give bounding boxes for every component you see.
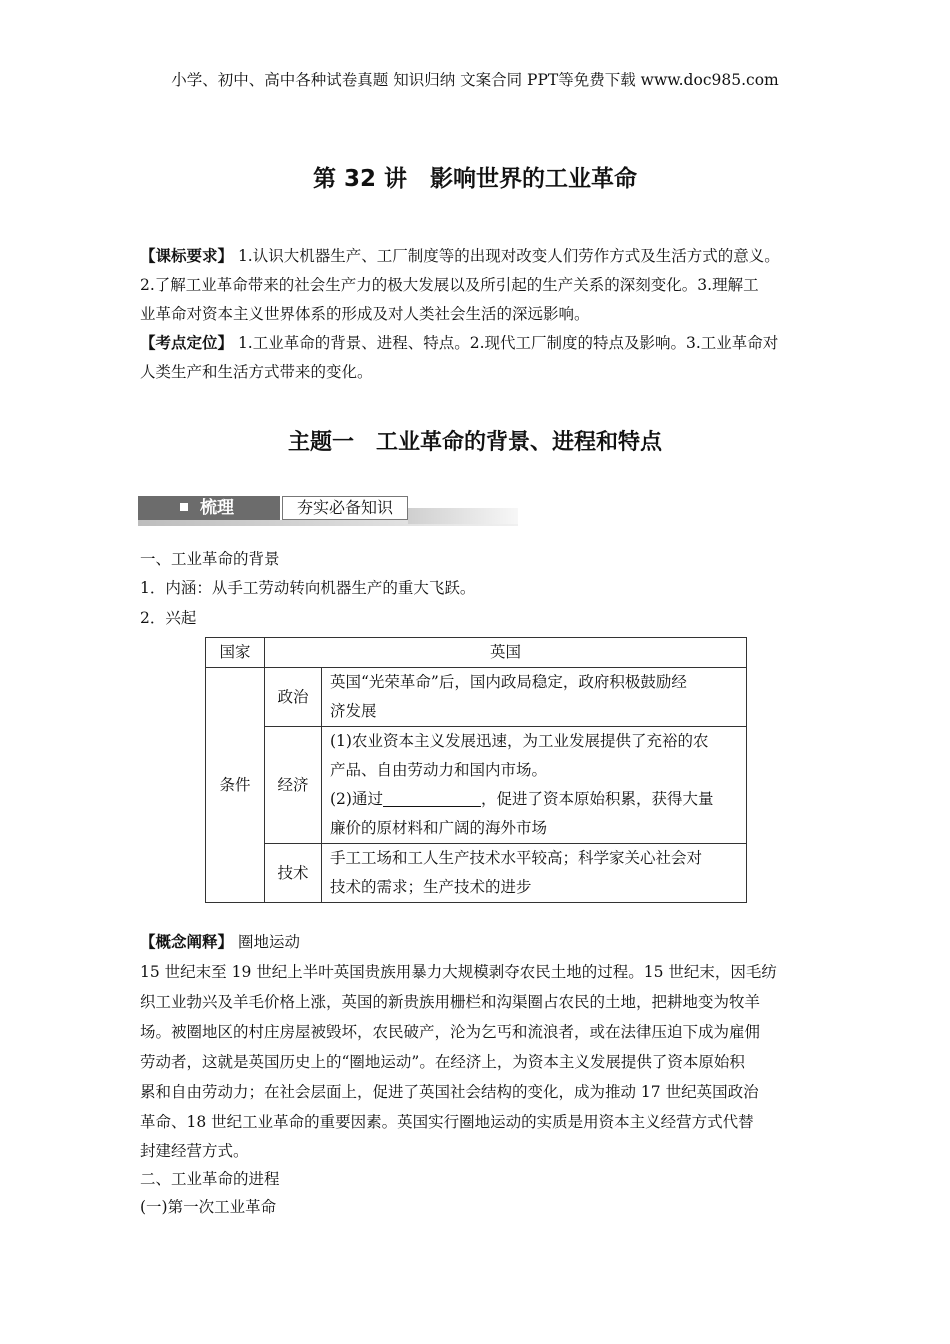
economy-blank-prefix: (2)通过	[330, 790, 383, 808]
concept-line-7: 封建经营方式。	[140, 1142, 249, 1160]
fill-in-blank[interactable]	[383, 788, 481, 807]
section2-heading: 二、工业革命的进程	[140, 1170, 280, 1188]
banner-left-label: 梳理	[200, 498, 234, 518]
economy-blank-suffix: ，促进了资本原始积累，获得大量	[480, 790, 714, 808]
page-header: 小学、初中、高中各种试卷真题 知识归纳 文案合同 PPT等免费下载 www.doc985.com	[171, 71, 779, 89]
concept-line-5: 累和自由劳动力；在社会层面上，促进了英国社会结构的变化，成为推动 17 世纪英国政治	[140, 1083, 759, 1101]
economy-line-2: 产品、自由劳动力和国内市场。	[330, 761, 548, 779]
politics-line-2: 济发展	[330, 702, 377, 720]
table-economy-label: 经济	[265, 727, 322, 844]
requirements-line-1	[140, 241, 780, 272]
lesson-title: 第 32 讲 影响世界的工业革命	[312, 166, 638, 192]
banner-left	[138, 496, 280, 520]
politics-line-1: 英国“光荣革命”后，国内政局稳定，政府积极鼓励经	[330, 673, 687, 691]
section-banner	[138, 496, 518, 526]
table-head-value: 英国	[265, 638, 747, 668]
background-table	[205, 637, 747, 903]
requirements-text-1: 1.认识大机器生产、工厂制度等的出现对改变人们劳作方式及生活方式的意义。	[233, 247, 780, 265]
concept-line-4: 劳动者，这就是英国历史上的“圈地运动”。在经济上，为资本主义发展提供了资本原始积	[140, 1053, 745, 1071]
requirements-line-2: 2.了解工业革命带来的社会生产力的极大发展以及所引起的生产关系的深刻变化。3.理解工	[140, 276, 759, 294]
tech-line-2: 技术的需求；生产技术的进步	[330, 878, 532, 896]
concept-label: 【概念阐释】	[140, 933, 234, 951]
concept-heading	[140, 927, 300, 958]
exam-points-text-1: 1.工业革命的背景、进程、特点。2.现代工厂制度的特点及影响。3.工业革命对	[233, 334, 779, 352]
table-politics-label: 政治	[265, 668, 322, 727]
exam-points-line-2: 人类生产和生活方式带来的变化。	[140, 363, 373, 381]
tech-line-1: 手工工场和工人生产技术水平较高；科学家关心社会对	[330, 849, 703, 867]
concept-line-6: 革命、18 世纪工业革命的重要因素。英国实行圈地运动的实质是用资本主义经营方式代替	[140, 1113, 754, 1131]
theme-title: 主题一 工业革命的背景、进程和特点	[287, 430, 662, 455]
table-tech-content	[322, 844, 747, 903]
exam-points-line-1	[140, 328, 778, 359]
banner-right-label: 夯实必备知识	[282, 496, 408, 520]
economy-line-4: 廉价的原材料和广阔的海外市场	[330, 819, 548, 837]
exam-points-label: 【考点定位】	[140, 334, 234, 352]
section2-sub: (一)第一次工业革命	[140, 1198, 277, 1216]
requirements-line-3: 业革命对资本主义世界体系的形成及对人类社会生活的深远影响。	[140, 305, 590, 323]
table-head-country: 国家	[206, 638, 265, 668]
section1-heading: 一、工业革命的背景	[140, 550, 280, 568]
section1-item-1: 1．内涵：从手工劳动转向机器生产的重大飞跃。	[140, 579, 476, 597]
banner-fade	[408, 508, 518, 524]
economy-line-1: (1)农业资本主义发展迅速，为工业发展提供了充裕的农	[330, 732, 709, 750]
concept-line-3: 场。被圈地区的村庄房屋被毁坏，农民破产，沦为乞丐和流浪者，或在法律压迫下成为雇佣	[140, 1023, 761, 1041]
concept-line-1: 15 世纪末至 19 世纪上半叶英国贵族用暴力大规模剥夺农民土地的过程。15 世纪末，因毛纺	[140, 963, 777, 981]
concept-term: 圈地运动	[233, 933, 300, 951]
table-condition-label: 条件	[206, 668, 265, 903]
table-tech-label: 技术	[265, 844, 322, 903]
section1-item-2: 2．兴起	[140, 609, 197, 627]
square-bullet-icon	[180, 503, 188, 511]
table-politics-content	[322, 668, 747, 727]
table-economy-content	[322, 727, 747, 844]
economy-line-3	[330, 785, 738, 814]
concept-line-2: 织工业勃兴及羊毛价格上涨，英国的新贵族用栅栏和沟渠圈占农民的土地，把耕地变为牧羊	[140, 993, 761, 1011]
requirements-label: 【课标要求】	[140, 247, 234, 265]
